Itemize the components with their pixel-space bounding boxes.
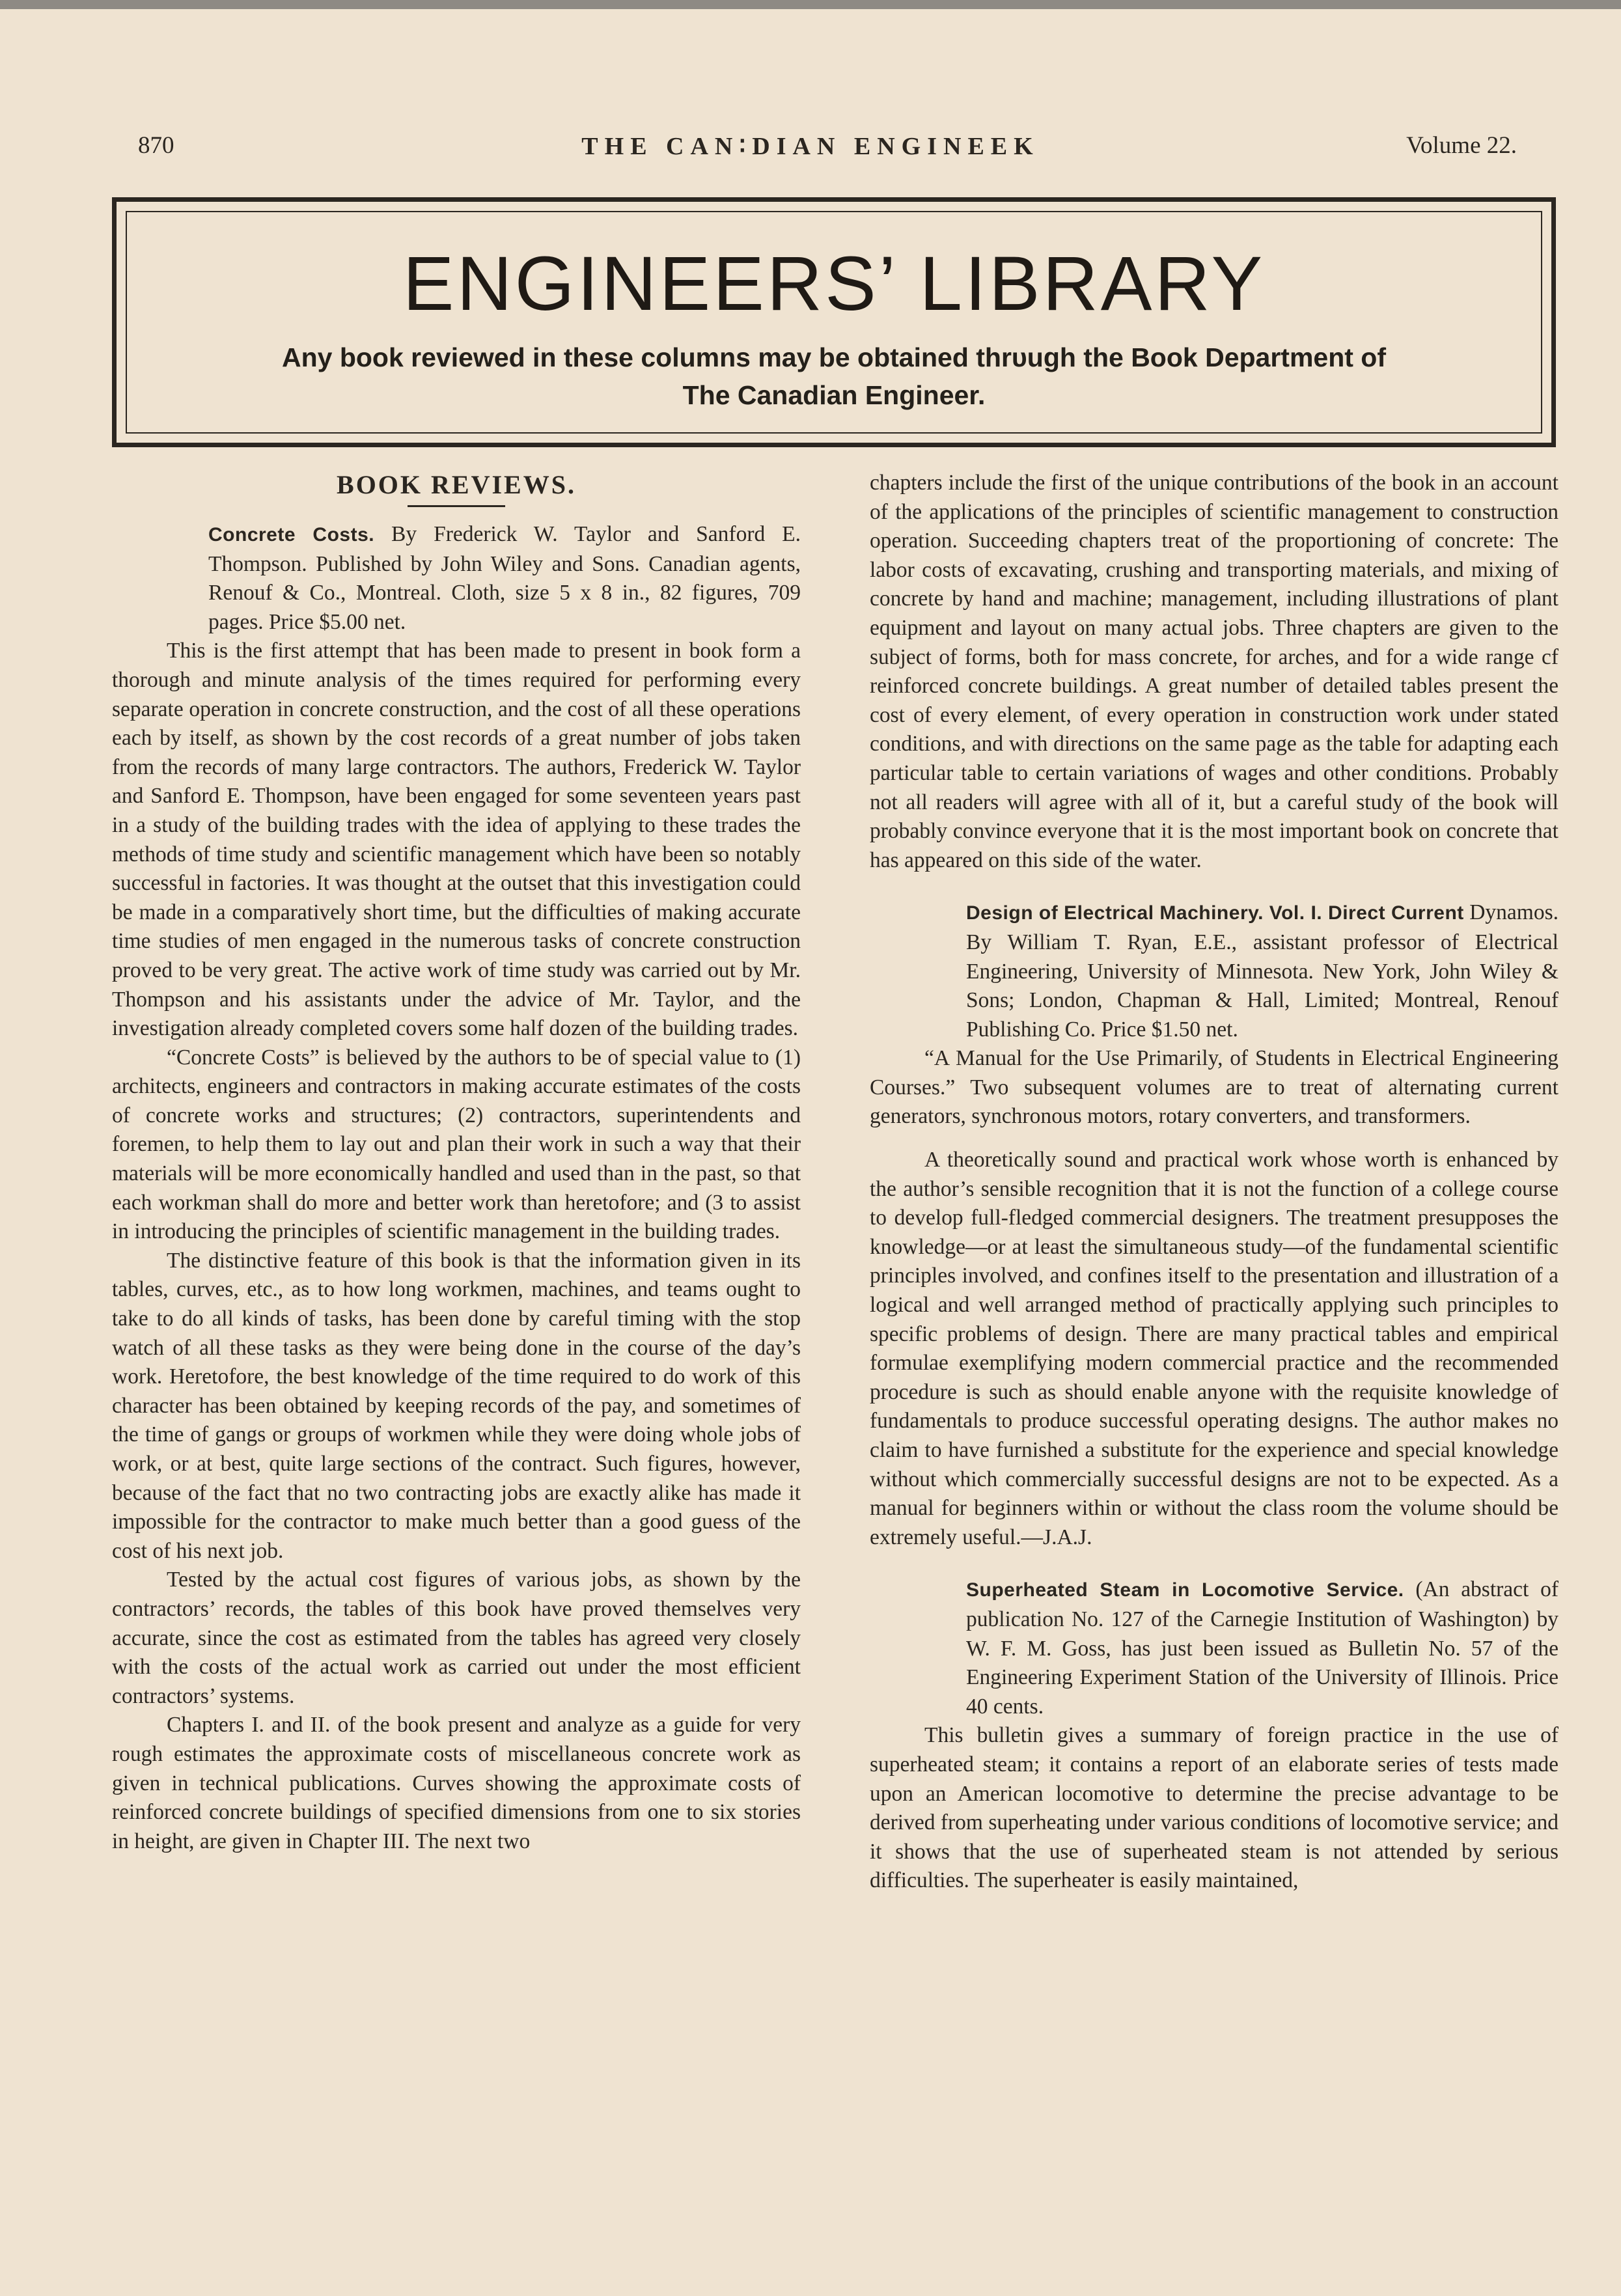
review-title: Concrete Costs. (208, 524, 375, 546)
review-citation: By Frederick W. Taylor and Sanford E. Thompson. Published by John Wiley and Sons. Canadian agents, Renouf & Co., Montreal. Cloth, size 5 x 8 in., 82 figures, 709 pages. Price $5.00 net. (208, 522, 801, 634)
banner-subtitle-line2: The Canadian Engineer. (682, 380, 986, 410)
review-paragraph: A theoretically sound and practical work whose worth is enhanced by the author’s sensible recognition that it is not the function of a college course to develop full-fledged commercial designers. The treatment presupposes the knowledge—or at least the simultaneous study—of the fundamental scientific principles involved, and confines itself to the presentation and illustration of a logical and well arranged method of practically applying such principles to specific problems of design. There are many practical tables and empirical formulae exemplifying modern commercial practice and the recommended procedure is such as should enable anyone with the requisite knowledge of fundamentals to produce successful operating designs. The author makes no claim to have furnished a substitute for the experience and special knowledge without which commercially successful designs are not to be expected. As a manual for beginners within or without the class room the volume should be extremely useful.—J.A.J. (870, 1148, 1559, 1549)
review-title: Superheated Steam in Locomotive Service. (966, 1579, 1404, 1601)
running-title: THE CAN∶DIAN ENGINEEK (581, 133, 1040, 160)
review-title: Design of Electrical Machinery. Vol. I. Direct Current (966, 902, 1464, 924)
review-paragraph: This bulletin gives a summary of foreign practice in the use of superheated steam; it contains a report of an elaborate series of tests made upon an American locomotive to determine the precise advantage to be derived from superheating under various conditions of locomotive service; and it shows that the use of superheated steam is not attended by serious difficulties. The superheater is easily maintained, (870, 1723, 1559, 1893)
review-entry-concrete-costs (112, 520, 801, 637)
review-entry-electrical-machinery (870, 898, 1559, 1044)
heading-rule (408, 505, 505, 507)
spacer (870, 1552, 1559, 1575)
library-banner (112, 197, 1556, 447)
review-paragraph: “Concrete Costs” is believed by the authors to be of special value to (1) architects, engineers and contractors in making accurate estimates of the costs of concrete works and structures; (2) contractors, superintendents and foremen, to help them to lay out and plan their work in such a way that their materials will be more economically handled and used than in the past, so that each workman shall do more and better work than heretofore; and (3 to assist in introducing the principles of scientific management in the building trades. (112, 1045, 801, 1244)
review-citation: Dynamos. By William T. Ryan, E.E., assistant professor of Electrical Engineering, University of Minnesota. New York, John Wiley & Sons; London, Chapman & Hall, Limited; Montreal, Renouf Publishing Co. Price $1.50 net. (966, 900, 1559, 1042)
section-heading: BOOK REVIEWS. (337, 470, 576, 499)
banner-subtitle-line1: Any book reviewed in these columns may be obtained thrυugh the Book Department of (282, 342, 1386, 372)
review-paragraph: Chapters I. and II. of the book present and analyze as a guide for very rough estimates the approximate costs of miscellaneous concrete work as given in technical publications. Curves showing the approximate costs of reinforced concrete buildings of specified dimensions from one to six stories in height, are given in Chapter III. The next two (112, 1713, 801, 1853)
continued-paragraph: chapters include the first of the unique contributions of the book in an account of the applications of the principles of scientific management to construction operation. Succeeding chapters treat of the proportioning of concrete: The labor costs of excavating, crushing and transporting materials, and mixing of concrete by hand and machine; management, including illustrations of plant equipment and layout on many actual jobs. Three chapters are given to the subject of forms, both for mass concrete, for arches, and for a wide range cf reinforced concrete buildings. A great number of detailed tables present the cost of every element, of every operation in construction work under stated conditions, and with directions on the same page as the table for adapting each particular table to certain variations of wages and other conditions. Probably not all readers will agree with all of it, but a careful study of the book will probably convince everyone that it is the most important book on concrete that has appeared on this side of the water. (870, 471, 1559, 872)
review-paragraph: Tested by the actual cost figures of various jobs, as shown by the contractors’ records, the tables of this book have proved themselves very accurate, since the cost as estimated from the tables has agreed very closely with the costs of the actual work as carried out under the most efficient contractors’ systems. (112, 1568, 801, 1708)
page-top-edge (0, 0, 1621, 9)
volume-label: Volume 22. (1406, 132, 1517, 159)
review-paragraph: This is the first attempt that has been made to present in book form a thorough and minute analysis of the times required for performing every separate operation in concrete construction, and the cost of all these operations each by itself, as shown by the cost records of a great number of jobs taken from the records of many large contractors. The authors, Frederick W. Taylor and Sanford E. Thompson, have been engaged for some seventeen years past in a study of the building trades with the idea of applying to these trades the methods of time study and scientific management which have been so notably successful in factories. It was thought at the outset that this investigation could be made in a comparatively short time, but the difficulties of making accurate time studies of men engaged in the numerous tasks of concrete construction proved to be very great. The active work of time study was carried out by Mr. Thompson and his assistants under the advice of Mr. Taylor, and the investigation already completed covers some half dozen of the building trades. (112, 639, 801, 1041)
right-column (870, 469, 1559, 1896)
page-number: 870 (138, 132, 174, 159)
spacer (870, 1131, 1559, 1146)
review-entry-superheated-steam (870, 1575, 1559, 1721)
banner-title: ENGINEERS’ LIBRARY (402, 241, 1266, 327)
review-paragraph: “A Manual for the Use Primarily, of Students in Electrical Engineering Courses.” Two subsequent volumes are to treat of alternating current generators, synchronous motors, rotary converters, and transformers. (870, 1046, 1559, 1129)
left-column (112, 469, 801, 1856)
review-paragraph: The distinctive feature of this book is that the information given in its tables, curves, etc., as to how long workmen, machines, and teams ought to take to do all kinds of tasks, has been done by careful timing with the stop watch of all these tasks as they were being done in the course of the day’s work. Heretofore, the best knowledge of the time required to do work of this character has been obtained by keeping records of the pay, and sometimes of the time of gangs or groups of workmen while they were doing whole jobs of work, or at best, quite large sections of the contract. Such figures, however, because of the fact that no two contracting jobs are exactly alike has made it impossible for the contractor to make much better than a good guess of the cost of his next job. (112, 1248, 801, 1563)
spacer (870, 875, 1559, 898)
banner-subtitle (117, 339, 1551, 414)
review-citation: (An abstract of publication No. 127 of the Carnegie Institution of Washington) by W. F. M. Goss, has just been issued as Bulletin No. 57 of the Engineering Experiment Station of the University of Illinois. Price 40 cents. (966, 1577, 1559, 1719)
